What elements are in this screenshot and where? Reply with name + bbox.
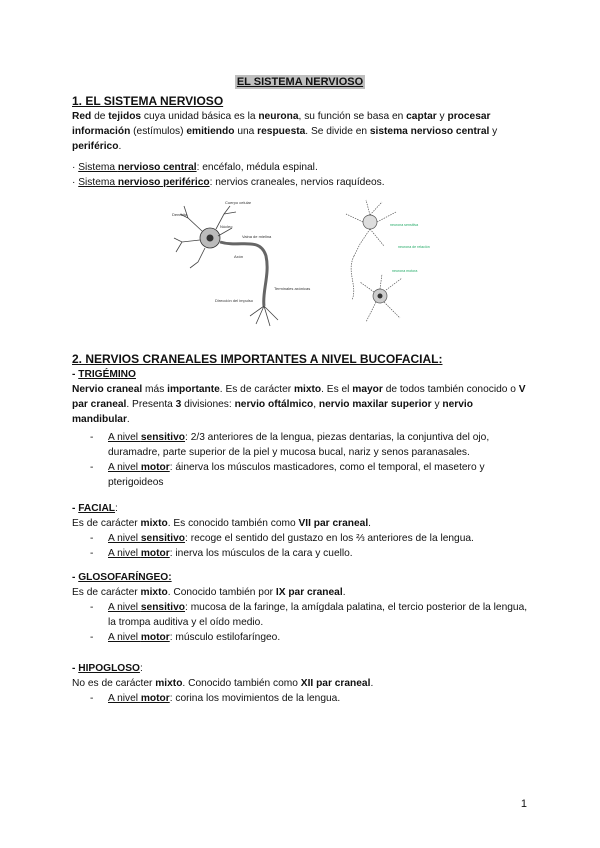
svg-text:Núcleo: Núcleo bbox=[220, 224, 233, 229]
facial-desc: Es de carácter mixto. Es conocido también como VII par craneal. bbox=[72, 518, 371, 529]
svg-text:Axón: Axón bbox=[234, 254, 244, 259]
hipogloso-desc: No es de carácter mixto. Conocido también como XII par craneal. bbox=[72, 678, 374, 689]
neuron-illustrations bbox=[170, 196, 440, 336]
facial-heading: - FACIAL: bbox=[72, 503, 118, 514]
glosofaringeo-desc: Es de carácter mixto. Conocido también por IX par craneal. bbox=[72, 587, 346, 598]
hipogloso-block bbox=[72, 661, 532, 706]
section-2-heading: 2. NERVIOS CRANEALES IMPORTANTES A NIVEL BUCOFACIAL: bbox=[72, 352, 443, 366]
figure-2-labels bbox=[390, 223, 430, 273]
list-item: - A nivel motor: músculo estilofaríngeo. bbox=[72, 630, 532, 645]
neuron-figure-2 bbox=[346, 200, 402, 322]
glosofaringeo-block bbox=[72, 570, 532, 645]
svg-text:neurona de relación: neurona de relación bbox=[398, 245, 430, 249]
trigemino-block bbox=[72, 367, 532, 490]
section-1-intro: Red de tejidos cuya unidad básica es la neurona, su función se basa en captar y procesar información (estímulos) emitiendo una respuesta. Se divide en sistema nervioso central y periférico. bbox=[72, 111, 498, 152]
trigemino-desc: Nervio craneal más importante. Es de carácter mixto. Es el mayor de todos también conocido o V par craneal. Presenta 3 divisiones: nervio oftálmico, nervio maxilar superior y nervio mandibular. bbox=[72, 384, 526, 425]
page-number: 1 bbox=[520, 798, 527, 810]
list-item: - A nivel motor: inerva los músculos de la cara y cuello. bbox=[72, 546, 532, 561]
figure-1-labels bbox=[172, 200, 310, 303]
svg-text:Terminales axónicas: Terminales axónicas bbox=[274, 286, 311, 291]
document-title: EL SISTEMA NERVIOSO bbox=[236, 76, 364, 88]
list-item: - A nivel sensitivo: mucosa de la faringe, la amígdala palatina, el tercio posterior de la lengua, la trompa auditiva y el oído medio. bbox=[72, 600, 532, 630]
svg-text:neurona sensitiva: neurona sensitiva bbox=[390, 223, 419, 227]
list-item: - A nivel motor: corina los movimientos de la lengua. bbox=[72, 691, 532, 706]
trigemino-heading: - TRIGÉMINO bbox=[72, 369, 136, 380]
hipogloso-heading: - HIPOGLOSO: bbox=[72, 663, 143, 674]
svg-text:Cuerpo celular: Cuerpo celular bbox=[225, 200, 252, 205]
facial-block bbox=[72, 501, 532, 561]
list-item: - A nivel sensitivo: 2/3 anteriores de la lengua, piezas dentarias, la conjuntiva del ojo, duramadre, parte superior de la piel y mucosa bucal, nariz y senos paranasales. bbox=[72, 430, 532, 460]
list-item: - A nivel motor: áinerva los músculos masticadores, como el temporal, el masetero y pterigoideos bbox=[72, 460, 532, 490]
svg-text:Dendrita: Dendrita bbox=[172, 212, 188, 217]
svg-text:Vaina de mielina: Vaina de mielina bbox=[242, 234, 272, 239]
section-1 bbox=[72, 94, 532, 190]
svg-text:neurona motora: neurona motora bbox=[392, 269, 418, 273]
peripheral-nervous-line: · Sistema nervioso periférico: nervios craneales, nervios raquídeos. bbox=[72, 177, 385, 188]
svg-text:Dirección del impulso: Dirección del impulso bbox=[215, 298, 254, 303]
list-item: - A nivel sensitivo: recoge el sentido del gustazo en los ⅔ anteriores de la lengua. bbox=[72, 531, 532, 546]
section-2 bbox=[72, 352, 532, 706]
central-nervous-line: · Sistema nervioso central: encéfalo, médula espinal. bbox=[72, 162, 318, 173]
glosofaringeo-heading: - GLOSOFARÍNGEO: bbox=[72, 572, 172, 583]
section-1-heading: 1. EL SISTEMA NERVIOSO bbox=[72, 94, 224, 108]
